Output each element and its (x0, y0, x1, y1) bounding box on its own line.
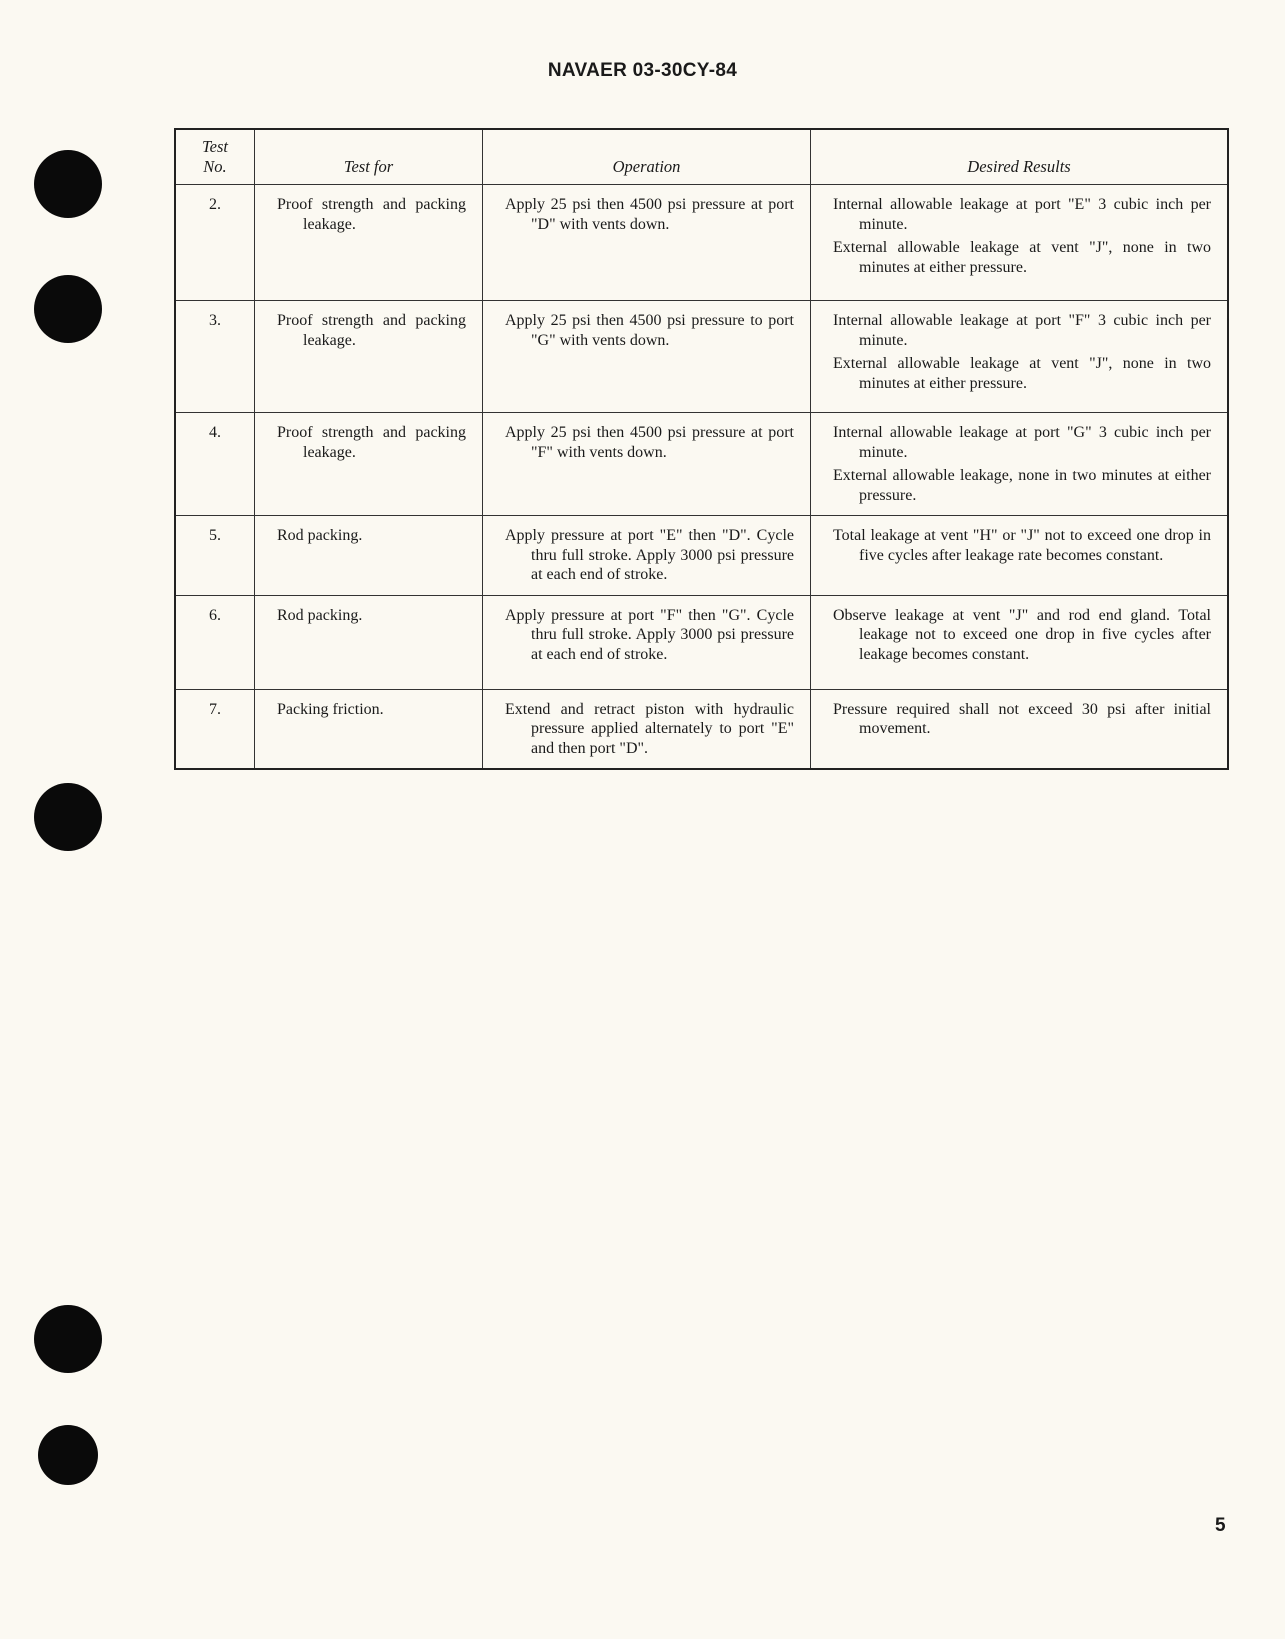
table-row (175, 595, 1228, 689)
test-number: 7. (175, 689, 255, 769)
binder-hole (34, 275, 102, 343)
operation-cell (483, 516, 811, 596)
test-number: 5. (175, 516, 255, 596)
test-for-text: Proof strength and packing leakage. (277, 424, 466, 461)
test-number: 2. (175, 185, 255, 301)
table-row (175, 689, 1228, 769)
table-header-row (175, 129, 1228, 185)
table-row (175, 413, 1228, 516)
test-number: 3. (175, 301, 255, 413)
results-cell (811, 301, 1229, 413)
header-line: No. (203, 156, 227, 176)
table-row (175, 516, 1228, 596)
results-cell (811, 413, 1229, 516)
header-test-for: Test for (255, 129, 483, 185)
binder-hole (34, 1305, 102, 1373)
operation-text: Apply 25 psi then 4500 psi pressure at port "F" with vents down. (505, 424, 794, 461)
document-title: NAVAER 03-30CY-84 (547, 60, 738, 81)
test-for-text: Proof strength and packing leakage. (277, 196, 466, 233)
table-row (175, 301, 1228, 413)
operation-cell (483, 301, 811, 413)
test-for-text: Packing friction. (277, 700, 384, 718)
result-text: External allowable leakage at vent "J", none in two minutes at either pressure. (833, 239, 1211, 276)
test-for-cell (255, 689, 483, 769)
result-text: External allowable leakage at vent "J", none in two minutes at either pressure. (833, 355, 1211, 392)
result-text: Internal allowable leakage at port "E" 3 cubic inch per minute. (833, 196, 1211, 233)
result-text: Internal allowable leakage at port "G" 3 cubic inch per minute. (833, 424, 1211, 461)
result-text: External allowable leakage, none in two minutes at either pressure. (833, 467, 1211, 504)
test-for-cell (255, 185, 483, 301)
test-number: 4. (175, 413, 255, 516)
result-text: Total leakage at vent "H" or "J" not to exceed one drop in five cycles after leakage rate becomes constant. (833, 527, 1211, 564)
operation-cell (483, 413, 811, 516)
test-for-cell (255, 413, 483, 516)
table-row (175, 185, 1228, 301)
test-for-text: Proof strength and packing leakage. (277, 312, 466, 349)
results-cell (811, 689, 1229, 769)
operation-cell (483, 185, 811, 301)
operation-text: Extend and retract piston with hydraulic pressure applied alternately to port "E" and then port "D". (505, 700, 794, 757)
operation-text: Apply pressure at port "F" then "G". Cycle thru full stroke. Apply 3000 psi pressure at each end of stroke. (505, 606, 794, 663)
test-for-text: Rod packing. (277, 527, 363, 544)
operation-cell (483, 595, 811, 689)
result-text: Internal allowable leakage at port "F" 3 cubic inch per minute. (833, 312, 1211, 349)
operation-text: Apply 25 psi then 4500 psi pressure at port "D" with vents down. (505, 196, 794, 233)
binder-hole (34, 150, 102, 218)
result-text: Observe leakage at vent "J" and rod end gland. Total leakage not to exceed one drop in five cycles after leakage becomes constant. (833, 606, 1211, 663)
results-cell (811, 595, 1229, 689)
test-for-text: Rod packing. (277, 606, 363, 624)
operation-cell (483, 689, 811, 769)
binder-hole (34, 783, 102, 851)
results-cell (811, 516, 1229, 596)
test-for-cell (255, 301, 483, 413)
test-for-cell (255, 516, 483, 596)
binder-hole (38, 1425, 98, 1485)
test-number: 6. (175, 595, 255, 689)
results-cell (811, 185, 1229, 301)
header-line: Test (202, 137, 228, 156)
page-number: 5 (1215, 1515, 1226, 1536)
header-operation: Operation (483, 129, 811, 185)
operation-text: Apply pressure at port "E" then "D". Cycle thru full stroke. Apply 3000 psi pressure at each end of stroke. (505, 527, 794, 583)
result-text: Pressure required shall not exceed 30 psi after initial movement. (833, 700, 1211, 737)
test-for-cell (255, 595, 483, 689)
header-desired-results: Desired Results (811, 129, 1229, 185)
test-table (174, 128, 1229, 770)
operation-text: Apply 25 psi then 4500 psi pressure to port "G" with vents down. (505, 312, 794, 349)
header-test-no (175, 129, 255, 185)
